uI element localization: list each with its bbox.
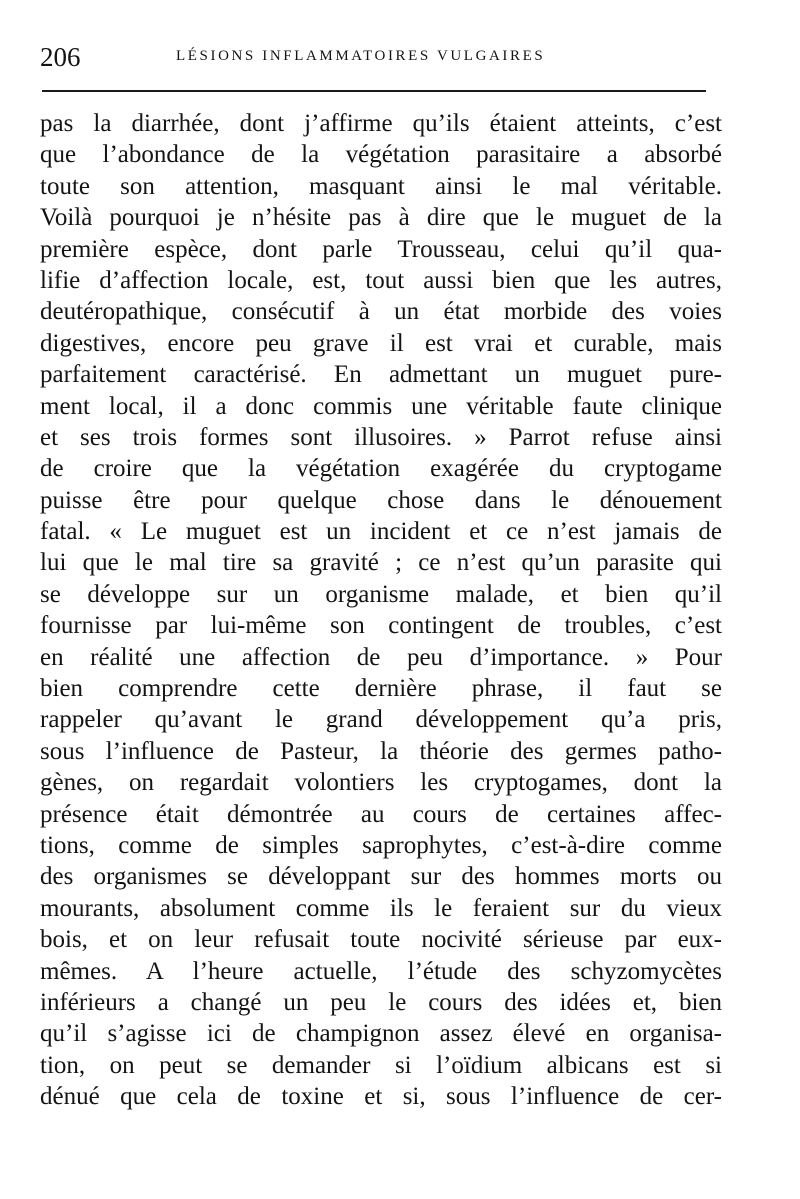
text-line: bien comprendre cette dernière phrase, il faut se: [40, 675, 722, 703]
text-line: inférieurs a changé un peu le cours des idées et, bien: [40, 988, 722, 1016]
text-line: et ses trois formes sont illusoires. » Parrot refuse ainsi: [40, 423, 722, 451]
running-title: LÉSIONS INFLAMMATOIRES VULGAIRES: [176, 48, 546, 64]
text-line: mêmes. A l’heure actuelle, l’étude des schyzomycètes: [40, 957, 722, 985]
page-header: [40, 42, 722, 76]
text-line: parfaitement caractérisé. En admettant un muguet pure-: [40, 361, 722, 389]
body-text: [40, 108, 722, 1113]
text-line: présence était démontrée au cours de certaines affec-: [40, 800, 722, 828]
text-line: première espèce, dont parle Trousseau, celui qu’il qua-: [40, 235, 722, 263]
header-rule: [42, 90, 706, 92]
text-line: gènes, on regardait volontiers les cryptogames, dont la: [40, 769, 722, 797]
text-line: qu’il s’agisse ici de champignon assez élevé en organisa-: [40, 1020, 722, 1048]
text-line: rappeler qu’avant le grand développement qu’a pris,: [40, 706, 722, 734]
text-line: en réalité une affection de peu d’importance. » Pour: [40, 643, 722, 671]
text-line: se développe sur un organisme malade, et bien qu’il: [40, 580, 722, 608]
page-number: 206: [40, 42, 81, 72]
text-line: puisse être pour quelque chose dans le dénouement: [40, 486, 722, 514]
text-line: bois, et on leur refusait toute nocivité sérieuse par eux-: [40, 926, 722, 954]
text-line: fatal. « Le muguet est un incident et ce n’est jamais de: [40, 518, 722, 546]
text-line: Voilà pourquoi je n’hésite pas à dire que le muguet de la: [40, 204, 722, 232]
text-line: tions, comme de simples saprophytes, c’est-à-dire comme: [40, 831, 722, 859]
text-line: fournisse par lui-même son contingent de troubles, c’est: [40, 612, 722, 640]
text-line: sous l’influence de Pasteur, la théorie des germes patho-: [40, 737, 722, 765]
text-line: ment local, il a donc commis une véritable faute clinique: [40, 392, 722, 420]
text-line: tion, on peut se demander si l’oïdium albicans est si: [40, 1051, 722, 1079]
text-line: lui que le mal tire sa gravité ; ce n’est qu’un parasite qui: [40, 549, 722, 577]
text-line: pas la diarrhée, dont j’affirme qu’ils étaient atteints, c’est: [40, 110, 722, 137]
text-line: de croire que la végétation exagérée du cryptogame: [40, 455, 722, 483]
text-line: deutéropathique, consécutif à un état morbide des voies: [40, 298, 722, 326]
text-line: lifie d’affection locale, est, tout aussi bien que les autres,: [40, 266, 722, 294]
text-line: mourants, absolument comme ils le feraient sur du vieux: [40, 894, 722, 922]
text-line: dénué que cela de toxine et si, sous l’influence de cer-: [40, 1083, 722, 1111]
text-line: digestives, encore peu grave il est vrai et curable, mais: [40, 329, 722, 357]
text-line: que l’abondance de la végétation parasitaire a absorbé: [40, 141, 722, 169]
text-line: des organismes se développant sur des hommes morts ou: [40, 863, 722, 891]
text-line: toute son attention, masquant ainsi le mal véritable.: [40, 172, 722, 200]
